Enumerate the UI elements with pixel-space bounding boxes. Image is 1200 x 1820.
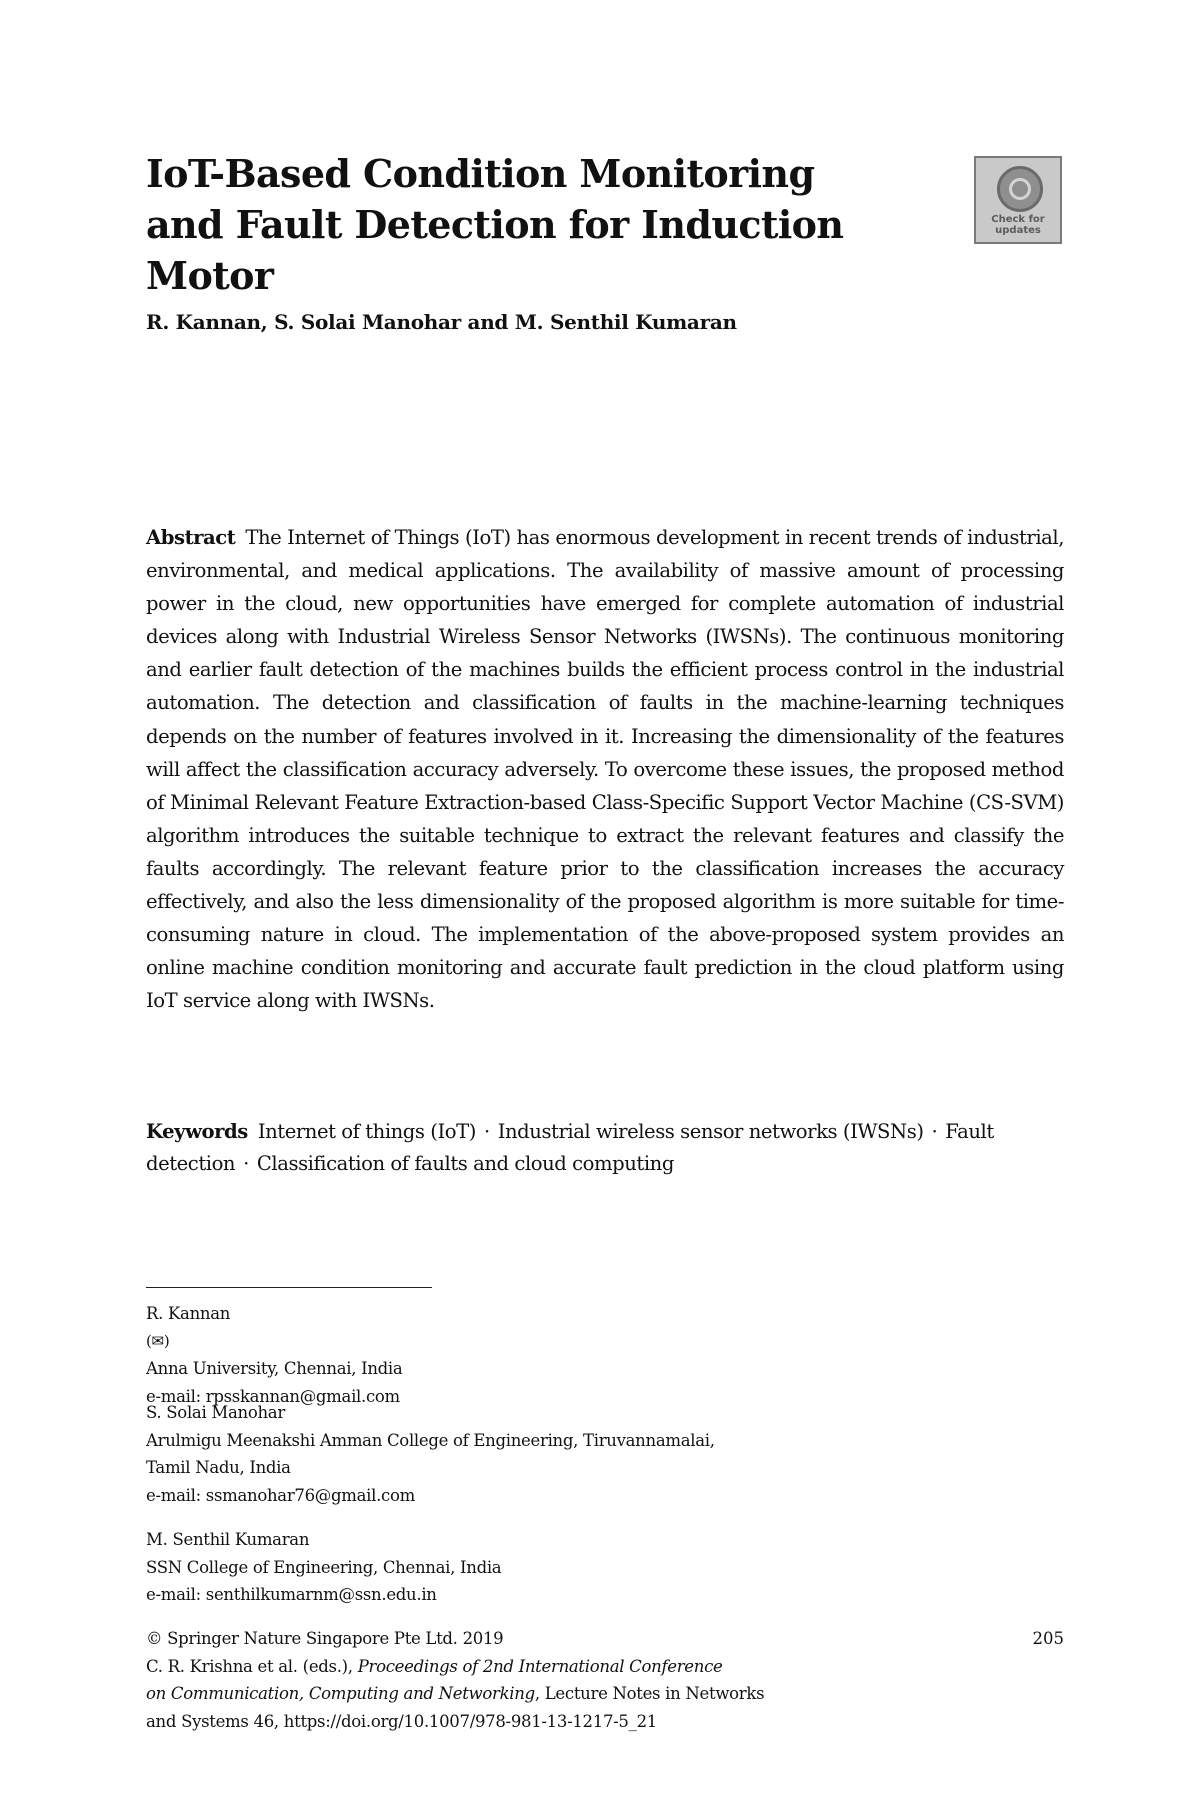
- affiliation-line: Anna University, Chennai, India: [146, 1359, 403, 1378]
- keyword-item: Fault detection: [146, 1120, 994, 1175]
- author-email: e-mail: ssmanohar76@gmail.com: [146, 1485, 415, 1505]
- citation-editors: C. R. Krishna et al. (eds.),: [146, 1656, 358, 1676]
- abstract: [146, 521, 1064, 1017]
- paper-title: [146, 148, 906, 301]
- keyword-separator: ·: [243, 1152, 249, 1175]
- paper-title-line-2: and Fault Detection for Induction Motor: [146, 202, 844, 298]
- page-number: 205: [1032, 1629, 1064, 1648]
- abstract-text: The Internet of Things (IoT) has enormous development in recent trends of industrial, environmental, and medical applications. The availability of massive amount of processing power in the cloud, new opportunities have emerged for complete automation of industrial devices along with Industrial Wireless Sensor Networks (IWSNs). The continuous monitoring and earlier fault detection of the machines builds the efficient process control in the industrial automation. The detection and classification of faults in the machine-learning techniques depends on the number of features involved in it. Increasing the dimensionality of the features will affect the classification accuracy adversely. To overcome these issues, the proposed method of Minimal Relevant Feature Extraction-based Class-Specific Support Vector Machine (CS-SVM) algorithm introduces the suitable technique to extract the relevant features and classify the faults accordingly. The relevant feature prior to the classification increases the accuracy effectively, and also the less dimensionality of the proposed algorithm is more suitable for time-consuming nature in cloud. The implementation of the above-proposed system provides an online machine condition monitoring and accurate fault prediction in the cloud platform using IoT service along with IWSNs.: [146, 526, 1064, 1013]
- envelope-icon: (✉): [146, 1331, 170, 1350]
- proceedings-title-cont: on Communication, Computing and Networking: [146, 1684, 535, 1703]
- affiliation-line: SSN College of Engineering, Chennai, India: [146, 1557, 502, 1577]
- author-name: S. Solai Manohar: [146, 1403, 285, 1422]
- abstract-label: Abstract: [146, 526, 236, 549]
- series-name: , Lecture Notes in Networks: [534, 1684, 765, 1703]
- keywords-label: Keywords: [146, 1120, 248, 1143]
- author-affiliation: [146, 1300, 402, 1410]
- author-email: e-mail: rpsskannan@gmail.com: [146, 1386, 400, 1406]
- badge-label: [976, 214, 1060, 236]
- check-for-updates-badge[interactable]: [974, 156, 1062, 244]
- badge-label-line-2: updates: [995, 225, 1041, 236]
- citation-line: [146, 1680, 1064, 1708]
- paper-title-line-1: IoT-Based Condition Monitoring: [146, 151, 815, 196]
- doi-line: and Systems 46, https://doi.org/10.1007/978-981-13-1217-5_21: [146, 1711, 657, 1731]
- citation-line: [146, 1653, 1064, 1681]
- keyword-item: Industrial wireless sensor networks (IWSNs): [497, 1120, 924, 1143]
- badge-label-line-1: Check for: [991, 214, 1045, 225]
- author-list: R. Kannan, S. Solai Manohar and M. Senthil Kumaran: [146, 310, 737, 334]
- author-affiliation: [146, 1399, 715, 1509]
- affiliation-line: Tamil Nadu, India: [146, 1458, 291, 1477]
- author-email: e-mail: senthilkumarnm@ssn.edu.in: [146, 1585, 437, 1604]
- author-name: M. Senthil Kumaran: [146, 1530, 310, 1549]
- footnote-rule: [146, 1287, 432, 1288]
- proceedings-title: Proceedings of 2nd International Conference: [357, 1656, 723, 1676]
- keyword-item: Classification of faults and cloud computing: [256, 1152, 674, 1175]
- keywords: [146, 1116, 1064, 1180]
- copyright-line: © Springer Nature Singapore Pte Ltd. 2019: [146, 1629, 504, 1648]
- author-affiliation: [146, 1526, 501, 1609]
- keyword-separator: ·: [931, 1120, 938, 1143]
- keyword-item: Internet of things (IoT): [257, 1120, 476, 1143]
- keyword-separator: ·: [483, 1120, 490, 1143]
- author-name: R. Kannan: [146, 1304, 231, 1323]
- author-name-line: [146, 1300, 402, 1355]
- copyright-block: [146, 1625, 1064, 1735]
- crossmark-icon: [997, 166, 1043, 212]
- affiliation-line: Arulmigu Meenakshi Amman College of Engineering, Tiruvannamalai,: [146, 1430, 715, 1450]
